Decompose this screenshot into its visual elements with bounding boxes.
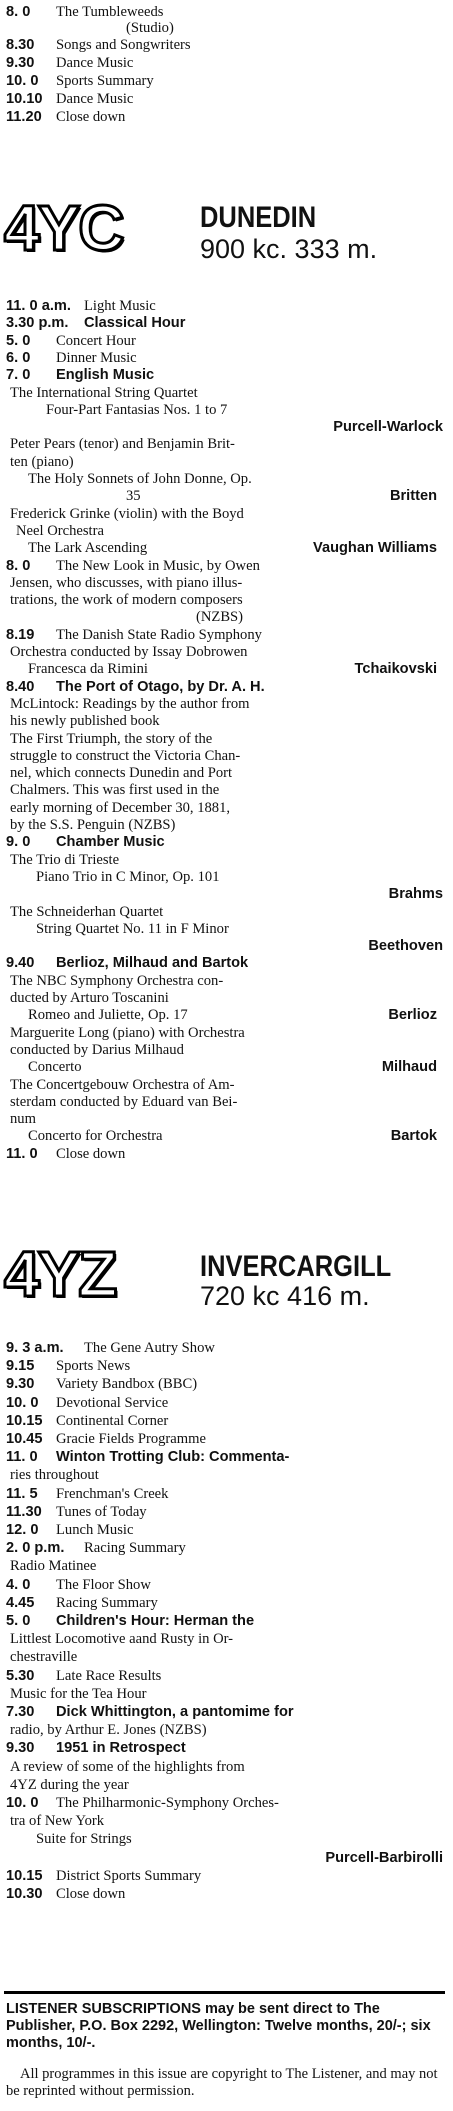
schedule-line bbox=[6, 558, 447, 575]
program-text: Winton Trotting Club: Commenta- bbox=[56, 1449, 290, 1466]
program-text: Frederick Grinke (violin) with the Boyd bbox=[10, 505, 244, 522]
program-text: Gracie Fields Programme bbox=[56, 1431, 206, 1447]
program-text: his newly published book bbox=[10, 713, 160, 730]
program-text: Four-Part Fantasias Nos. 1 to 7 bbox=[46, 401, 228, 418]
schedule-line bbox=[6, 315, 447, 332]
schedule-line: 10. 0 Sports Summary bbox=[6, 73, 154, 89]
schedule-line bbox=[6, 1813, 447, 1830]
program-text: Orchestra conducted by Issay Dobrowen bbox=[10, 644, 248, 660]
program-text: String Quartet No. 11 in F Minor bbox=[36, 920, 229, 937]
schedule-line bbox=[6, 1025, 447, 1042]
program-text: radio, by Arthur E. Jones (NZBS) bbox=[10, 1722, 207, 1739]
program-text: Late Race Results bbox=[56, 1667, 162, 1684]
time-label: 11. 0 a.m. bbox=[6, 298, 71, 314]
schedule-line bbox=[6, 575, 447, 592]
schedule-line bbox=[6, 938, 443, 955]
schedule-line bbox=[6, 886, 443, 903]
program-text: 35 bbox=[126, 488, 141, 505]
program-text: The Port of Otago, by Dr. A. H. bbox=[56, 678, 265, 695]
program-text: Light Music bbox=[84, 298, 156, 314]
program-text: The Floor Show bbox=[56, 1576, 151, 1593]
time-label: 5. 0 bbox=[6, 1613, 31, 1629]
schedule-line bbox=[6, 1722, 447, 1739]
program-text: Racing Summary bbox=[56, 1594, 158, 1611]
schedule-line bbox=[6, 471, 447, 488]
composer-label: Bartok bbox=[390, 1128, 437, 1145]
time-label: 10.45 bbox=[6, 1431, 43, 1447]
schedule-line bbox=[6, 904, 447, 921]
schedule-line bbox=[6, 1077, 447, 1094]
subscription-notice: LISTENER SUBSCRIPTIONS may be sent direct to The Publisher, P.O. Box 2292, Wellington: Twelve months, 20/-; six months, 10/-. bbox=[6, 2001, 431, 2051]
schedule-line bbox=[6, 385, 447, 402]
program-text: District Sports Summary bbox=[56, 1867, 202, 1884]
schedule-line bbox=[6, 713, 447, 730]
program-text: Chalmers. This was first used in the bbox=[10, 782, 220, 799]
schedule-line bbox=[6, 990, 447, 1007]
station-frequency: 720 kc 416 m. bbox=[200, 1281, 370, 1311]
schedule-line bbox=[6, 1376, 447, 1393]
schedule-line bbox=[6, 869, 447, 886]
time-label: 10.15 bbox=[6, 1867, 43, 1884]
program-text: Radio Matinee bbox=[10, 1558, 97, 1575]
schedule-line bbox=[6, 367, 447, 384]
program-text: McLintock: Readings by the author from bbox=[10, 695, 250, 712]
composer-label: Berlioz bbox=[388, 1007, 437, 1024]
program-text: nel, which connects Dunedin and Port bbox=[10, 765, 233, 782]
program-text: The Trio di Trieste bbox=[10, 851, 120, 868]
program-text: Concerto bbox=[28, 1059, 82, 1076]
schedule-line bbox=[6, 592, 447, 609]
program-text: trations, the work of modern composers bbox=[10, 592, 243, 609]
time-label: 9.30 bbox=[6, 1740, 35, 1757]
schedule-line bbox=[6, 696, 447, 713]
program-text: The Lark Ascending bbox=[28, 540, 148, 557]
time-label: 10.30 bbox=[6, 1886, 43, 1902]
schedule-line bbox=[6, 834, 447, 851]
schedule-line bbox=[6, 488, 447, 505]
program-text: The Concertgebouw Orchestra of Am- bbox=[10, 1076, 235, 1093]
time-label: 8.19 bbox=[6, 626, 35, 643]
time-label: 8. 0 bbox=[6, 557, 31, 574]
program-text: The First Triumph, the story of the bbox=[10, 730, 213, 747]
program-text: ten (piano) bbox=[10, 453, 74, 470]
schedule-line bbox=[6, 782, 447, 799]
program-text: Lunch Music bbox=[56, 1522, 134, 1538]
time-label: 9.30 bbox=[6, 1376, 35, 1393]
program-text: Suite for Strings bbox=[36, 1831, 132, 1848]
schedule-line bbox=[6, 1522, 447, 1539]
composer-label: Milhaud bbox=[381, 1059, 437, 1076]
schedule-line bbox=[6, 1111, 447, 1128]
program-text: Francesca da Rimini bbox=[28, 661, 148, 678]
program-text: Chamber Music bbox=[56, 834, 165, 851]
program-text: by the S.S. Penguin (NZBS) bbox=[10, 817, 176, 833]
program-text: The Schneiderhan Quartet bbox=[10, 903, 164, 920]
composer-label: Britten bbox=[389, 488, 437, 505]
time-label: 6. 0 bbox=[6, 349, 31, 366]
time-label: 4. 0 bbox=[6, 1576, 31, 1593]
schedule-line bbox=[6, 627, 447, 644]
schedule-line bbox=[6, 800, 447, 817]
composer-label: Tchaikovski bbox=[354, 661, 437, 678]
time-label: 11. 5 bbox=[6, 1485, 38, 1502]
program-text: Romeo and Juliette, Op. 17 bbox=[28, 1007, 188, 1024]
program-text: Purcell-Barbirolli bbox=[325, 1849, 443, 1866]
station-city: DUNEDIN bbox=[200, 201, 317, 234]
schedule-line bbox=[6, 817, 447, 834]
time-label: 9.15 bbox=[6, 1358, 35, 1375]
program-text: Continental Corner bbox=[56, 1412, 169, 1429]
schedule-line bbox=[6, 402, 447, 419]
schedule-line bbox=[6, 1413, 447, 1430]
schedule-line bbox=[6, 540, 447, 557]
schedule-line bbox=[6, 1668, 447, 1685]
program-text: 1951 in Retrospect bbox=[56, 1740, 186, 1757]
schedule-line bbox=[6, 1504, 447, 1521]
time-label: 10.15 bbox=[6, 1412, 43, 1429]
time-label: 9. 0 bbox=[6, 834, 31, 851]
schedule-line bbox=[6, 1358, 447, 1375]
program-text: Frenchman's Creek bbox=[56, 1485, 169, 1502]
program-text: Racing Summary bbox=[84, 1540, 186, 1557]
program-text: Close down bbox=[56, 1886, 126, 1902]
schedule-line bbox=[6, 454, 447, 471]
schedule-line bbox=[6, 1740, 447, 1757]
schedule-line bbox=[6, 506, 447, 523]
program-text: The Holy Sonnets of John Donne, Op. bbox=[28, 471, 252, 487]
time-label: 7.30 bbox=[6, 1704, 35, 1720]
program-text: Dinner Music bbox=[56, 349, 137, 366]
schedule-line: 8. 0 The Tumbleweeds bbox=[6, 4, 164, 20]
schedule-line bbox=[6, 1577, 447, 1594]
program-text: chestraville bbox=[10, 1649, 78, 1666]
schedule-line bbox=[6, 1649, 447, 1666]
schedule-line bbox=[6, 661, 447, 678]
program-text: The International String Quartet bbox=[10, 384, 198, 401]
program-text: Concerto for Orchestra bbox=[28, 1128, 163, 1145]
program-text: Close down bbox=[56, 1145, 126, 1162]
program-text: Dick Whittington, a pantomime for bbox=[56, 1704, 294, 1720]
schedule-line bbox=[6, 1540, 447, 1557]
program-text: Littlest Locomotive aand Rusty in Or- bbox=[10, 1631, 234, 1648]
program-text: The Gene Autry Show bbox=[84, 1340, 215, 1356]
time-label: 5.30 bbox=[6, 1667, 35, 1684]
program-text: tra of New York bbox=[10, 1813, 105, 1830]
schedule-line bbox=[6, 1886, 447, 1903]
schedule-line bbox=[6, 1831, 447, 1848]
station-logo: 4YC bbox=[4, 192, 123, 264]
time-label: 3.30 p.m. bbox=[6, 315, 69, 332]
schedule-line bbox=[6, 1395, 447, 1412]
program-text: Variety Bandbox (BBC) bbox=[56, 1376, 198, 1393]
schedule-line bbox=[6, 852, 447, 869]
schedule-line bbox=[6, 1613, 447, 1630]
schedule-line: 8.30 Songs and Songwriters bbox=[6, 37, 191, 53]
program-text: Devotional Service bbox=[56, 1394, 169, 1411]
time-label: 11.30 bbox=[6, 1503, 42, 1520]
program-text: num bbox=[10, 1111, 36, 1128]
station-frequency: 900 kc. 333 m. bbox=[200, 234, 378, 264]
schedule-line bbox=[6, 1777, 447, 1794]
program-text: Marguerite Long (piano) with Orchestra bbox=[10, 1024, 245, 1041]
schedule-line bbox=[6, 1486, 447, 1503]
station-logo: 4YZ bbox=[4, 1238, 116, 1310]
schedule-line bbox=[6, 436, 447, 453]
time-label: 10. 0 bbox=[6, 1394, 39, 1411]
schedule-line: 9.30 Dance Music bbox=[6, 55, 134, 71]
time-label: 7. 0 bbox=[6, 367, 31, 384]
program-text: A review of some of the highlights from bbox=[10, 1758, 245, 1775]
schedule-line bbox=[6, 523, 447, 540]
schedule-line bbox=[6, 1704, 447, 1721]
schedule-line bbox=[6, 1094, 447, 1111]
schedule-line bbox=[6, 333, 447, 350]
schedule-line bbox=[6, 350, 447, 367]
schedule-line bbox=[6, 609, 447, 626]
schedule-line bbox=[6, 679, 447, 696]
schedule-line bbox=[6, 748, 447, 765]
program-text: Berlioz, Milhaud and Bartok bbox=[56, 955, 249, 972]
program-text: early morning of December 30, 1881, bbox=[10, 799, 231, 816]
time-label: 5. 0 bbox=[6, 332, 31, 349]
time-label: 11. 0 bbox=[6, 1145, 38, 1162]
program-text: The Danish State Radio Symphony bbox=[56, 626, 262, 643]
program-text: The Philharmonic-Symphony Orches- bbox=[56, 1795, 279, 1811]
schedule-line bbox=[6, 1868, 447, 1885]
schedule-line bbox=[6, 644, 447, 661]
time-label: 4.45 bbox=[6, 1594, 35, 1611]
program-text: English Music bbox=[56, 367, 155, 384]
station-city: INVERCARGILL bbox=[200, 1250, 392, 1283]
schedule-line: 10.10 Dance Music bbox=[6, 91, 134, 107]
program-text: struggle to construct the Victoria Chan- bbox=[10, 747, 241, 764]
time-label: 9.40 bbox=[6, 955, 35, 972]
program-text: Peter Pears (tenor) and Benjamin Brit- bbox=[10, 436, 235, 453]
schedule-line bbox=[6, 1558, 447, 1575]
schedule-line: 11.20 Close down bbox=[6, 109, 126, 125]
program-text: The NBC Symphony Orchestra con- bbox=[10, 972, 224, 989]
program-text: sterdam conducted by Eduard van Bei- bbox=[10, 1093, 238, 1110]
program-text: Purcell-Warlock bbox=[333, 419, 443, 436]
program-text: Neel Orchestra bbox=[16, 522, 104, 539]
schedule-line bbox=[6, 1449, 447, 1466]
program-text: Piano Trio in C Minor, Op. 101 bbox=[36, 868, 220, 885]
program-text: (NZBS) bbox=[196, 609, 244, 626]
schedule-line bbox=[6, 1595, 447, 1612]
program-text: Tunes of Today bbox=[56, 1503, 147, 1520]
time-label: 11. 0 bbox=[6, 1449, 38, 1466]
schedule-line: (Studio) bbox=[126, 20, 174, 36]
schedule-line bbox=[6, 731, 447, 748]
schedule-line bbox=[6, 973, 447, 990]
program-text: Sports News bbox=[56, 1358, 131, 1375]
schedule-line bbox=[6, 1795, 447, 1812]
schedule-line bbox=[6, 1042, 447, 1059]
program-text: Jensen, who discusses, with piano illus- bbox=[10, 574, 243, 591]
schedule-line bbox=[6, 1686, 447, 1703]
schedule-line bbox=[6, 1146, 447, 1163]
schedule-line bbox=[6, 1340, 447, 1357]
program-text: Music for the Tea Hour bbox=[10, 1685, 147, 1702]
divider bbox=[4, 1991, 445, 1994]
copyright-notice: All programmes in this issue are copyright to The Listener, and may not be reprinted without permission. bbox=[6, 2066, 438, 2099]
program-text: ducted by Arturo Toscanini bbox=[10, 990, 169, 1006]
program-text: Beethoven bbox=[368, 938, 443, 955]
schedule-line bbox=[6, 1631, 447, 1648]
time-label: 9. 3 a.m. bbox=[6, 1340, 64, 1356]
program-text: ries throughout bbox=[10, 1467, 99, 1484]
program-text: Classical Hour bbox=[84, 315, 186, 332]
schedule-line bbox=[6, 1759, 447, 1776]
schedule-line bbox=[6, 298, 447, 315]
schedule-line bbox=[6, 765, 447, 782]
time-label: 8.40 bbox=[6, 678, 35, 695]
composer-label: Vaughan Williams bbox=[313, 540, 437, 557]
program-text: 4YZ during the year bbox=[10, 1776, 129, 1793]
schedule-line bbox=[6, 955, 447, 972]
schedule-line bbox=[6, 1128, 447, 1145]
schedule-line bbox=[6, 419, 443, 436]
schedule-line bbox=[6, 1059, 447, 1076]
program-text: Concert Hour bbox=[56, 332, 136, 349]
schedule-line bbox=[6, 1007, 447, 1024]
time-label: 2. 0 p.m. bbox=[6, 1540, 65, 1557]
schedule-line bbox=[6, 1467, 447, 1484]
time-label: 10. 0 bbox=[6, 1795, 39, 1811]
program-text: Brahms bbox=[388, 886, 443, 903]
program-text: The New Look in Music, by Owen bbox=[56, 557, 260, 574]
schedule-line bbox=[6, 1850, 443, 1867]
schedule-line bbox=[6, 921, 447, 938]
program-text: Children's Hour: Herman the bbox=[56, 1613, 255, 1629]
time-label: 12. 0 bbox=[6, 1522, 39, 1538]
program-text: conducted by Darius Milhaud bbox=[10, 1041, 184, 1058]
schedule-line bbox=[6, 1431, 447, 1448]
